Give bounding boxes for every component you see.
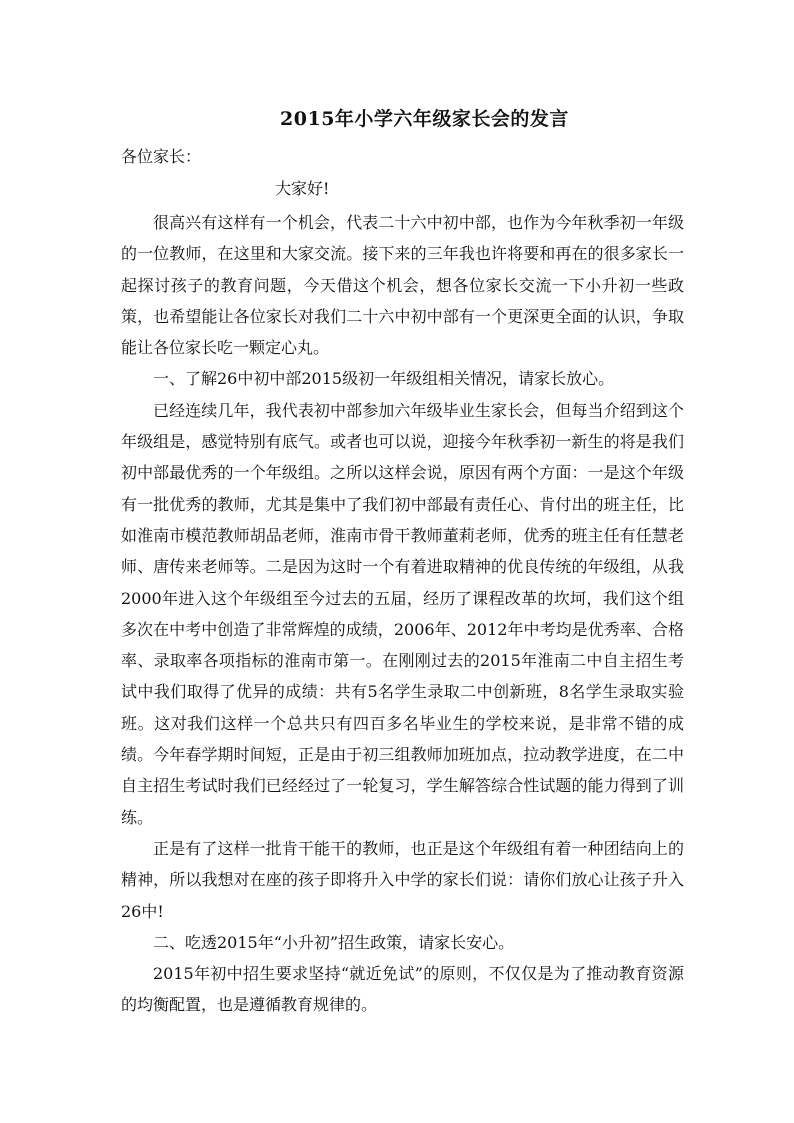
section-heading-1: 一、了解26中初中部2015级初一年级组相关情况，请家长放心。: [153, 369, 615, 389]
salutation: 各位家长：: [121, 147, 202, 166]
document-body: [121, 207, 684, 1021]
paragraph: 很高兴有这样有一个机会，代表二十六中初中部，也作为今年秋季初一年级的一位教师，在这里和大家交流。接下来的三年我也许将要和再在的很多家长一起探讨孩子的教育问题，今天借这个机会，想各位家长交流一下小升初一些政策，也希望能让各位家长对我们二十六中初中部有一个更深更全面的认识，争取能让各位家长吃一颗定心丸。: [121, 213, 684, 358]
document-title: 2015年小学六年级家长会的发言: [280, 108, 569, 130]
greeting: 大家好!: [275, 179, 330, 198]
section-heading-2: 二、吃透2015年“小升初”招生政策，请家长安心。: [153, 932, 515, 952]
paragraph: 正是有了这样一批肯干能干的教师，也正是这个年级组有着一种团结向上的精神，所以我想对在座的孩子即将升入中学的家长们说：请你们放心让孩子升入26中!: [121, 838, 684, 921]
paragraph: 2015年初中招生要求坚持“就近免试”的原则，不仅仅是为了推动教育资源的均衡配置，也是遵循教育规律的。: [121, 964, 684, 1015]
paragraph: 已经连续几年，我代表初中部参加六年级毕业生家长会，但每当介绍到这个年级组是，感觉特别有底气。或者也可以说，迎接今年秋季初一新生的将是我们初中部最优秀的一个年级组。之所以这样会说，原因有两个方面：一是这个年级有一批优秀的教师，尤其是集中了我们初中部最有责任心、肯付出的班主任，比如淮南市模范教师胡品老师，淮南市骨干教师董莉老师，优秀的班主任有任慧老师、唐传来老师等。二是因为这时一个有着进取精神的优良传统的年级组，从我2000年进入这个年级组至今过去的五届，经历了课程改革的坎坷，我们这个组多次在中考中创造了非常辉煌的成绩，2006年、2012年中考均是优秀率、合格率、录取率各项指标的淮南市第一。在刚刚过去的2015年淮南二中自主招生考试中我们取得了优异的成绩：共有5名学生录取二中创新班，8名学生录取实验班。这对我们这样一个总共只有四百多名毕业生的学校来说，是非常不错的成绩。今年春学期时间短，正是由于初三组教师加班加点，拉动教学进度，在二中自主招生考试时我们已经经过了一轮复习，学生解答综合性试题的能力得到了训练。: [121, 400, 684, 827]
